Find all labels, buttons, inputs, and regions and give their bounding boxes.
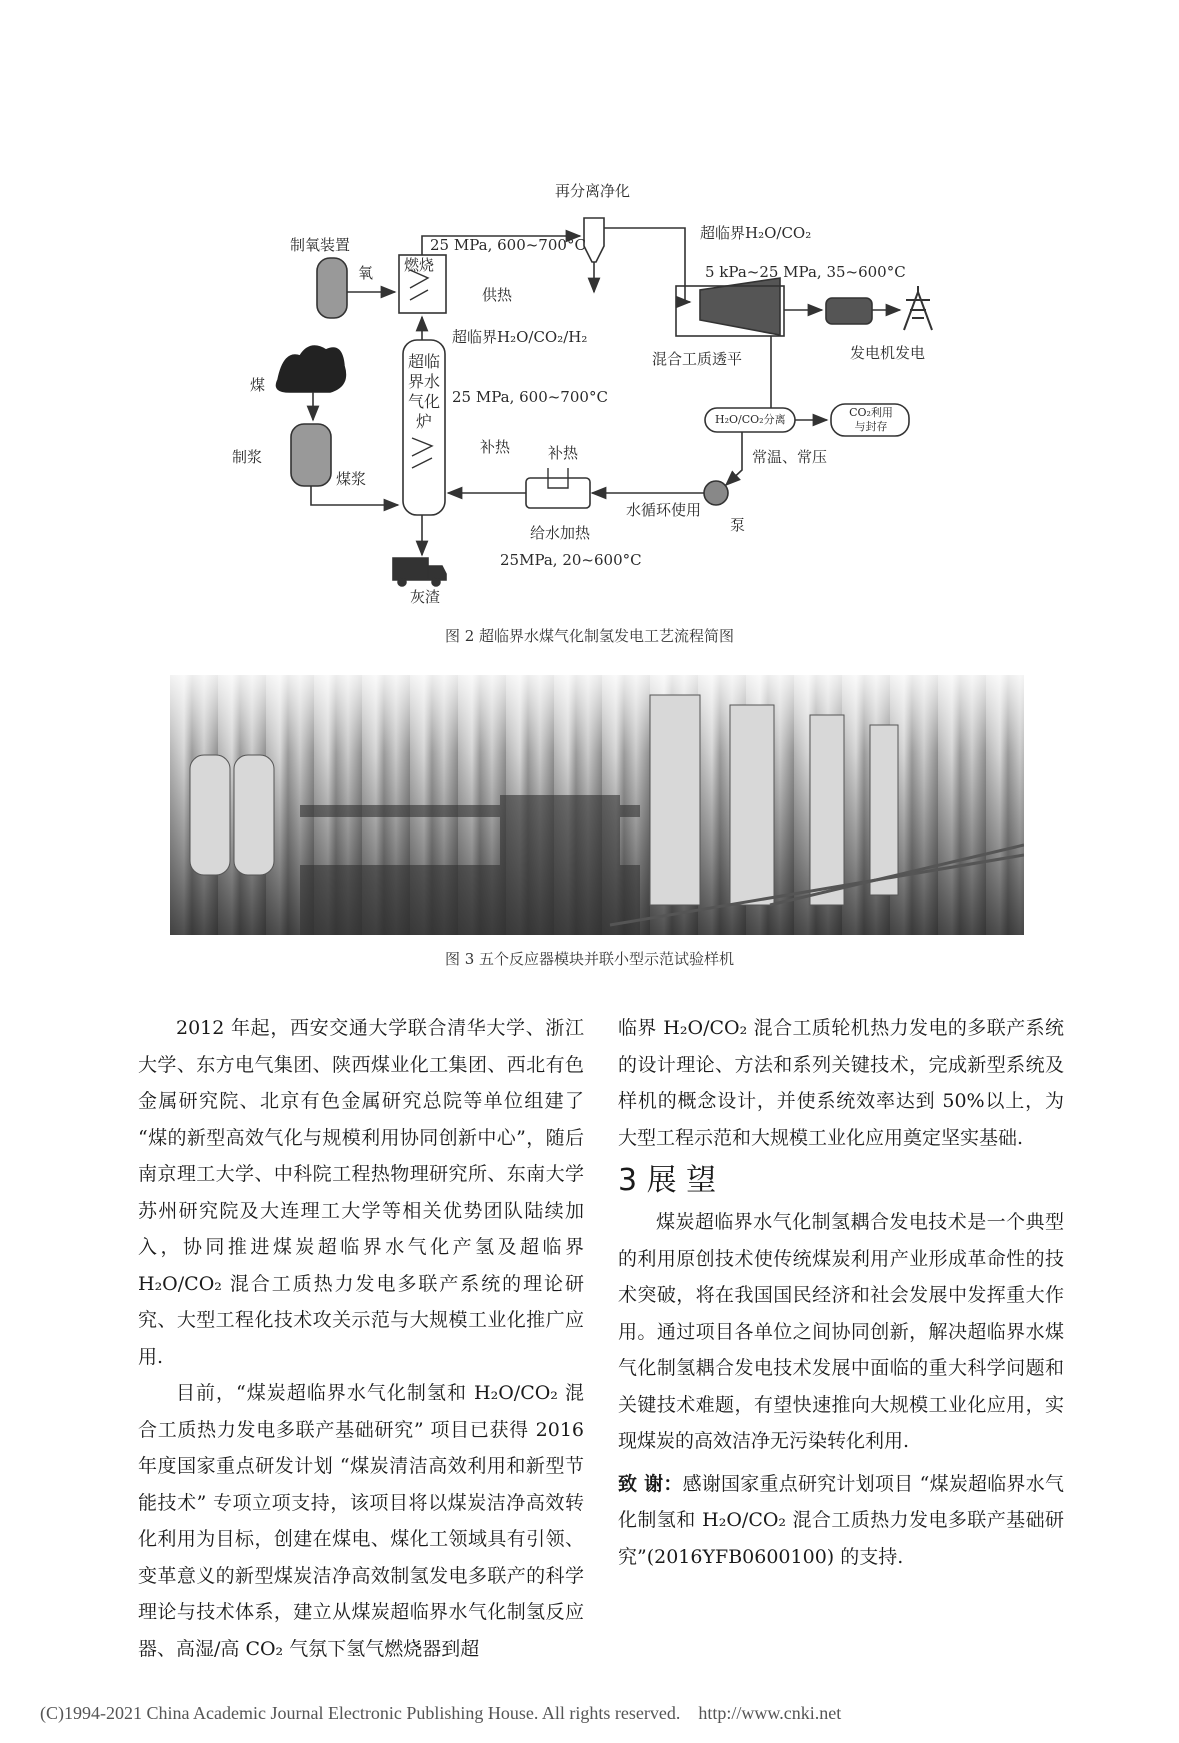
label-co2use: CO₂利用与封存 [849, 406, 893, 433]
label-sc-h2o-co2-h2: 超临界H₂O/CO₂/H₂ [452, 328, 588, 346]
label-sep: H₂O/CO₂分离 [715, 413, 786, 426]
left-column [138, 1010, 584, 1667]
label-p25-bot: 25MPa, 20~600°C [500, 551, 642, 569]
label-zhiyang: 制氧装置 [290, 236, 351, 254]
separator-cyclone [584, 218, 604, 262]
label-ranshao: 燃烧 [404, 256, 435, 274]
label-meijiang: 煤浆 [336, 470, 367, 488]
label-hunhe: 混合工质透平 [652, 350, 743, 368]
label-beng: 泵 [730, 516, 746, 534]
slurry-vessel [291, 424, 331, 486]
label-fadianji: 发电机发电 [850, 344, 926, 362]
label-huizha: 灰渣 [410, 588, 441, 606]
label-geishui: 给水加热 [530, 524, 591, 542]
generator [826, 298, 872, 324]
oxygen-plant-vessel [317, 258, 347, 318]
coal-pile [277, 346, 346, 392]
label-gongre: 供热 [482, 286, 513, 304]
label-p25-mid: 25 MPa, 600~700°C [452, 388, 608, 406]
label-zhijiang: 制浆 [232, 448, 263, 466]
paragraph-intro: 2012 年起，西安交通大学联合清华大学、浙江大学、东方电气集团、陕西煤业化工集团、西北有色金属研究院、北京有色金属研究总院等单位组建了 “煤的新型高效气化与规模利用协同创新中心”，随后南京理工大学、中科院工程热物理研究所、东南大学苏州研究院及大连理工大学等相关优势团队陆续加入，协同推进煤炭超临界水气化产氢及超临界 H₂O/CO₂ 混合工质热力发电多联产系统的理论研究、大型工程化技术攻关示范与大规模工业化推广应用. [138, 1017, 584, 1368]
label-changwen: 常温、常压 [752, 448, 828, 466]
figure-2 [0, 0, 1179, 650]
paragraph-outlook: 煤炭超临界水气化制氢耦合发电技术是一个典型的利用原创技术使传统煤炭利用产业形成革命性的技术突破，将在我国国民经济和社会发展中发挥重大作用。通过项目各单位之间协同创新，解决超临界水煤气化制氢耦合发电技术发展中面临的重大科学问题和关键技术难题，有望快速推向大规模工业化应用，实现煤炭的高效洁净无污染转化利用. [618, 1211, 1064, 1452]
label-burer: 补热 [548, 444, 579, 462]
label-shuixunhuan: 水循环使用 [626, 501, 702, 519]
paragraph-project: 目前，“煤炭超临界水气化制氢和 H₂O/CO₂ 混合工质热力发电多联产基础研究” 项目已获得 2016 年度国家重点研发计划 “煤炭清洁高效利用和新型节能技术” 专项立项支持，该项目将以煤炭洁净高效转化利用为目标，创建在煤电、煤化工领域具有引领、变革意义的新型煤炭洁净高效制氢发电多联产的科学理论与技术体系，建立从煤炭超临界水气化制氢反应器、高湿/高 CO₂ 气氛下氢气燃烧器到超 [138, 1382, 584, 1660]
label-buremid: 补热 [480, 438, 511, 456]
acknowledgement [618, 1466, 1064, 1576]
ack-text: 感谢国家重点研究计划项目 “煤炭超临界水气化制氢和 H₂O/CO₂ 混合工质热力发电多联产基础研究”(2016YFB0600100) 的支持. [618, 1472, 1064, 1568]
feedwater-heater [526, 478, 590, 508]
ack-label: 致 谢： [618, 1472, 683, 1495]
ash-truck [393, 558, 446, 580]
pump [704, 481, 728, 505]
label-yang: 氧 [358, 264, 374, 282]
power-tower [904, 286, 932, 330]
label-p5k: 5 kPa~25 MPa, 35~600°C [705, 263, 906, 281]
figure-3-photo [170, 675, 1024, 935]
copyright-footer: (C)1994-2021 China Academic Journal Electronic Publishing House. All rights reserved. http://www.cnki.net [40, 1703, 842, 1723]
label-mei: 煤 [250, 376, 266, 394]
section-heading: 3 展 望 [618, 1163, 717, 1198]
paragraph-continued: 临界 H₂O/CO₂ 混合工质轮机热力发电的多联产系统的设计理论、方法和系列关键技术，完成新型系统及样机的概念设计，并使系统效率达到 50%以上，为大型工程示范和大规模工业化应用奠定坚实基础. [618, 1017, 1064, 1149]
label-reactor: 超临界水气化炉 [407, 352, 440, 431]
label-sc-h2o-co2-top: 超临界H₂O/CO₂ [700, 224, 812, 242]
label-zaifen: 再分离净化 [555, 182, 631, 200]
figure-3-caption: 图 3 五个反应器模块并联小型示范试验样机 [444, 950, 735, 968]
label-p25-top: 25 MPa, 600~700°C [430, 236, 586, 254]
right-column [618, 1010, 1064, 1575]
figure-2-caption: 图 2 超临界水煤气化制氢发电工艺流程简图 [444, 627, 735, 645]
